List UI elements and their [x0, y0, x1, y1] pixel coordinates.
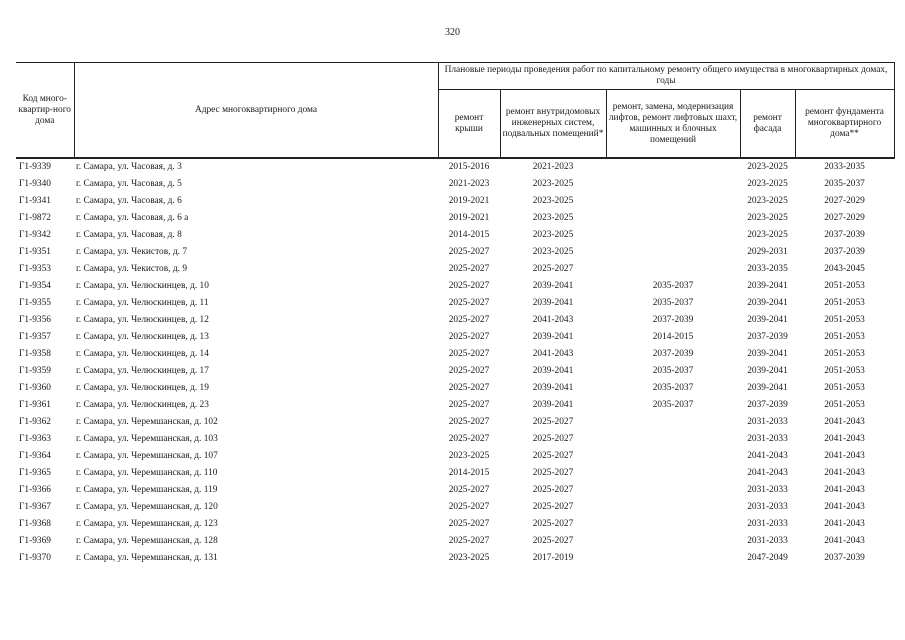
cell-address: г. Самара, ул. Часовая, д. 6 а [76, 213, 189, 223]
cell-code: Г1-9358 [19, 349, 51, 359]
cell-roof: 2025-2027 [448, 332, 490, 342]
cell-roof: 2025-2027 [448, 264, 490, 274]
cell-facade: 2039-2041 [747, 298, 788, 308]
cell-foundation: 2037-2039 [824, 230, 865, 240]
cell-systems: 2041-2043 [532, 349, 574, 359]
cell-systems: 2023-2025 [532, 230, 574, 240]
cell-lifts: 2035-2037 [652, 298, 694, 308]
cell-foundation: 2051-2053 [824, 332, 865, 342]
cell-facade: 2033-2035 [747, 264, 788, 274]
cell-facade: 2039-2041 [747, 366, 788, 376]
cell-systems: 2025-2027 [532, 519, 574, 529]
cell-code: Г1-9355 [19, 298, 51, 308]
cell-code: Г1-9354 [19, 281, 51, 291]
cell-address: г. Самара, ул. Челюскинцев, д. 23 [76, 400, 209, 410]
cell-facade: 2023-2025 [747, 179, 788, 189]
cell-address: г. Самара, ул. Черемшанская, д. 120 [76, 502, 218, 512]
cell-lifts [606, 499, 740, 516]
cell-lifts [606, 414, 740, 431]
cell-lifts [606, 431, 740, 448]
header-lifts: ремонт, замена, модернизация лифтов, ремонт лифтовых шахт, машинных и блочных помещений [606, 90, 740, 159]
cell-roof: 2025-2027 [448, 502, 490, 512]
table-row [16, 295, 894, 312]
cell-roof: 2019-2021 [448, 196, 490, 206]
cell-facade: 2023-2025 [747, 196, 788, 206]
cell-lifts: 2014-2015 [652, 332, 694, 342]
cell-address: г. Самара, ул. Челюскинцев, д. 17 [76, 366, 209, 376]
cell-roof: 2025-2027 [448, 366, 490, 376]
cell-code: Г1-9361 [19, 400, 51, 410]
table-row [16, 380, 894, 397]
table-row [16, 329, 894, 346]
cell-systems: 2039-2041 [532, 383, 574, 393]
cell-lifts [606, 516, 740, 533]
cell-lifts: 2037-2039 [652, 349, 694, 359]
cell-foundation: 2035-2037 [824, 179, 865, 189]
cell-code: Г1-9359 [19, 366, 51, 376]
header-roof: ремонт крыши [438, 90, 500, 159]
cell-lifts [606, 193, 740, 210]
cell-code: Г1-9357 [19, 332, 51, 342]
cell-roof: 2025-2027 [448, 298, 490, 308]
cell-foundation: 2041-2043 [824, 485, 865, 495]
cell-lifts: 2035-2037 [652, 281, 694, 291]
table-body [16, 158, 894, 567]
cell-foundation: 2051-2053 [824, 400, 865, 410]
cell-address: г. Самара, ул. Черемшанская, д. 123 [76, 519, 218, 529]
cell-lifts [606, 261, 740, 278]
cell-systems: 2023-2025 [532, 196, 574, 206]
cell-systems: 2017-2019 [532, 553, 574, 563]
cell-systems: 2025-2027 [532, 264, 574, 274]
cell-systems: 2039-2041 [532, 281, 574, 291]
cell-lifts [606, 210, 740, 227]
cell-lifts [606, 533, 740, 550]
table-row [16, 516, 894, 533]
cell-systems: 2041-2043 [532, 315, 574, 325]
table-row [16, 499, 894, 516]
cell-systems: 2023-2025 [532, 179, 574, 189]
header-facade: ремонт фасада [740, 90, 795, 159]
cell-facade: 2031-2033 [747, 536, 788, 546]
cell-lifts [606, 227, 740, 244]
table-row [16, 312, 894, 329]
cell-foundation: 2041-2043 [824, 451, 865, 461]
cell-systems: 2025-2027 [532, 485, 574, 495]
table-row [16, 210, 894, 227]
table-row [16, 346, 894, 363]
cell-lifts: 2035-2037 [652, 366, 694, 376]
cell-code: Г1-9366 [19, 485, 51, 495]
cell-facade: 2037-2039 [747, 400, 788, 410]
cell-systems: 2021-2023 [500, 158, 606, 176]
cell-roof: 2014-2015 [448, 468, 490, 478]
cell-systems: 2039-2041 [532, 400, 574, 410]
cell-address: г. Самара, ул. Черемшанская, д. 110 [76, 468, 218, 478]
cell-roof: 2025-2027 [448, 315, 490, 325]
cell-roof: 2021-2023 [448, 179, 490, 189]
cell-address: г. Самара, ул. Челюскинцев, д. 14 [76, 349, 209, 359]
cell-facade: 2041-2043 [747, 468, 788, 478]
header-address: Адрес многоквартирного дома [74, 63, 438, 159]
cell-lifts [606, 465, 740, 482]
cell-address: г. Самара, ул. Часовая, д. 3 [74, 158, 438, 176]
cell-foundation: 2041-2043 [824, 502, 865, 512]
cell-lifts: 2035-2037 [652, 400, 694, 410]
cell-facade: 2023-2025 [747, 213, 788, 223]
cell-address: г. Самара, ул. Черемшанская, д. 102 [76, 417, 218, 427]
cell-code: Г1-9360 [19, 383, 51, 393]
cell-foundation: 2051-2053 [824, 383, 865, 393]
cell-lifts [606, 244, 740, 261]
cell-code: Г1-9342 [19, 230, 51, 240]
page-number: 320 [445, 27, 460, 38]
cell-address: г. Самара, ул. Челюскинцев, д. 13 [76, 332, 209, 342]
cell-facade: 2031-2033 [747, 434, 788, 444]
cell-systems: 2025-2027 [532, 434, 574, 444]
cell-roof: 2025-2027 [448, 349, 490, 359]
repair-schedule-table [16, 62, 895, 567]
cell-facade: 2037-2039 [747, 332, 788, 342]
table-header [16, 63, 894, 159]
cell-address: г. Самара, ул. Чекистов, д. 9 [76, 264, 188, 274]
cell-facade: 2039-2041 [747, 315, 788, 325]
cell-foundation: 2051-2053 [824, 349, 865, 359]
cell-foundation: 2041-2043 [824, 536, 865, 546]
cell-roof: 2019-2021 [448, 213, 490, 223]
cell-facade: 2031-2033 [747, 485, 788, 495]
cell-systems: 2025-2027 [532, 417, 574, 427]
table-row [16, 193, 894, 210]
cell-foundation: 2041-2043 [824, 468, 865, 478]
cell-systems: 2025-2027 [532, 502, 574, 512]
cell-facade: 2031-2033 [747, 417, 788, 427]
cell-address: г. Самара, ул. Часовая, д. 8 [76, 230, 182, 240]
cell-foundation: 2041-2043 [824, 519, 865, 529]
table-row [16, 482, 894, 499]
cell-facade: 2047-2049 [747, 553, 788, 563]
cell-code: Г1-9365 [19, 468, 51, 478]
cell-code: Г1-9364 [19, 451, 51, 461]
cell-systems: 2023-2025 [532, 247, 574, 257]
cell-lifts [606, 482, 740, 499]
cell-code: Г1-9353 [19, 264, 51, 274]
cell-code: Г1-9356 [19, 315, 51, 325]
cell-code: Г1-9370 [19, 553, 51, 563]
cell-facade: 2039-2041 [747, 281, 788, 291]
cell-foundation: 2051-2053 [824, 366, 865, 376]
table-row [16, 176, 894, 193]
cell-code: Г1-9362 [19, 417, 51, 427]
table-row [16, 244, 894, 261]
cell-foundation: 2041-2043 [824, 417, 865, 427]
cell-code: Г1-9368 [19, 519, 51, 529]
cell-code: Г1-9351 [19, 247, 51, 257]
cell-facade: 2023-2025 [747, 230, 788, 240]
cell-address: г. Самара, ул. Челюскинцев, д. 19 [76, 383, 209, 393]
cell-address: г. Самара, ул. Челюскинцев, д. 11 [76, 298, 209, 308]
cell-address: г. Самара, ул. Черемшанская, д. 107 [76, 451, 218, 461]
cell-roof: 2014-2015 [448, 230, 490, 240]
cell-code: Г1-9341 [19, 196, 51, 206]
cell-foundation: 2037-2039 [824, 247, 865, 257]
cell-facade: 2041-2043 [747, 451, 788, 461]
cell-facade: 2029-2031 [747, 247, 788, 257]
cell-roof: 2025-2027 [448, 519, 490, 529]
table-row [16, 158, 894, 176]
cell-address: г. Самара, ул. Часовая, д. 6 [76, 196, 182, 206]
cell-facade: 2031-2033 [747, 519, 788, 529]
cell-roof: 2015-2016 [438, 158, 500, 176]
cell-systems: 2025-2027 [532, 451, 574, 461]
cell-foundation: 2043-2045 [824, 264, 865, 274]
cell-foundation: 2027-2029 [824, 213, 865, 223]
cell-lifts [606, 448, 740, 465]
cell-address: г. Самара, ул. Черемшанская, д. 131 [76, 553, 218, 563]
cell-lifts [606, 176, 740, 193]
cell-address: г. Самара, ул. Черемшанская, д. 103 [76, 434, 218, 444]
cell-code: Г1-9340 [19, 179, 51, 189]
cell-foundation: 2041-2043 [824, 434, 865, 444]
cell-roof: 2025-2027 [448, 383, 490, 393]
cell-foundation: 2037-2039 [824, 553, 865, 563]
table-row [16, 533, 894, 550]
cell-roof: 2025-2027 [448, 485, 490, 495]
cell-systems: 2025-2027 [532, 468, 574, 478]
cell-lifts: 2035-2037 [652, 383, 694, 393]
cell-code: Г1-9367 [19, 502, 51, 512]
cell-roof: 2025-2027 [448, 247, 490, 257]
header-foundation: ремонт фундамента многоквартирного дома** [795, 90, 894, 159]
cell-foundation: 2051-2053 [824, 315, 865, 325]
cell-roof: 2023-2025 [448, 451, 490, 461]
cell-systems: 2025-2027 [532, 536, 574, 546]
header-code: Код много-квартир-ного дома [16, 63, 74, 159]
table-row [16, 465, 894, 482]
cell-address: г. Самара, ул. Черемшанская, д. 128 [76, 536, 218, 546]
cell-systems: 2039-2041 [532, 332, 574, 342]
table-row [16, 363, 894, 380]
cell-address: г. Самара, ул. Часовая, д. 5 [76, 179, 182, 189]
cell-roof: 2025-2027 [448, 434, 490, 444]
table-row [16, 278, 894, 295]
cell-code: Г1-9369 [19, 536, 51, 546]
cell-foundation: 2033-2035 [795, 158, 894, 176]
cell-lifts [606, 158, 740, 176]
cell-address: г. Самара, ул. Чекистов, д. 7 [76, 247, 188, 257]
cell-foundation: 2027-2029 [824, 196, 865, 206]
cell-address: г. Самара, ул. Челюскинцев, д. 12 [76, 315, 209, 325]
cell-roof: 2023-2025 [448, 553, 490, 563]
table-row [16, 227, 894, 244]
cell-systems: 2039-2041 [532, 298, 574, 308]
cell-facade: 2039-2041 [747, 349, 788, 359]
table-row [16, 448, 894, 465]
table-row [16, 397, 894, 414]
header-planned-periods: Плановые периоды проведения работ по капитальному ремонту общего имущества в многоквартирных домах, годы [438, 63, 894, 90]
cell-facade: 2039-2041 [747, 383, 788, 393]
cell-roof: 2025-2027 [448, 536, 490, 546]
table-row [16, 431, 894, 448]
cell-address: г. Самара, ул. Черемшанская, д. 119 [76, 485, 218, 495]
table-row [16, 261, 894, 278]
table-row [16, 550, 894, 567]
cell-roof: 2025-2027 [448, 281, 490, 291]
cell-systems: 2039-2041 [532, 366, 574, 376]
cell-roof: 2025-2027 [448, 400, 490, 410]
cell-foundation: 2051-2053 [824, 281, 865, 291]
cell-address: г. Самара, ул. Челюскинцев, д. 10 [76, 281, 209, 291]
cell-facade: 2023-2025 [740, 158, 795, 176]
header-systems: ремонт внутридомовых инженерных систем, подвальных помещений* [500, 90, 606, 159]
cell-roof: 2025-2027 [448, 417, 490, 427]
cell-facade: 2031-2033 [747, 502, 788, 512]
cell-systems: 2023-2025 [532, 213, 574, 223]
cell-code: Г1-9872 [19, 213, 51, 223]
cell-code: Г1-9339 [16, 158, 74, 176]
table-row [16, 414, 894, 431]
cell-code: Г1-9363 [19, 434, 51, 444]
cell-foundation: 2051-2053 [824, 298, 865, 308]
cell-lifts [606, 550, 740, 567]
cell-lifts: 2037-2039 [652, 315, 694, 325]
